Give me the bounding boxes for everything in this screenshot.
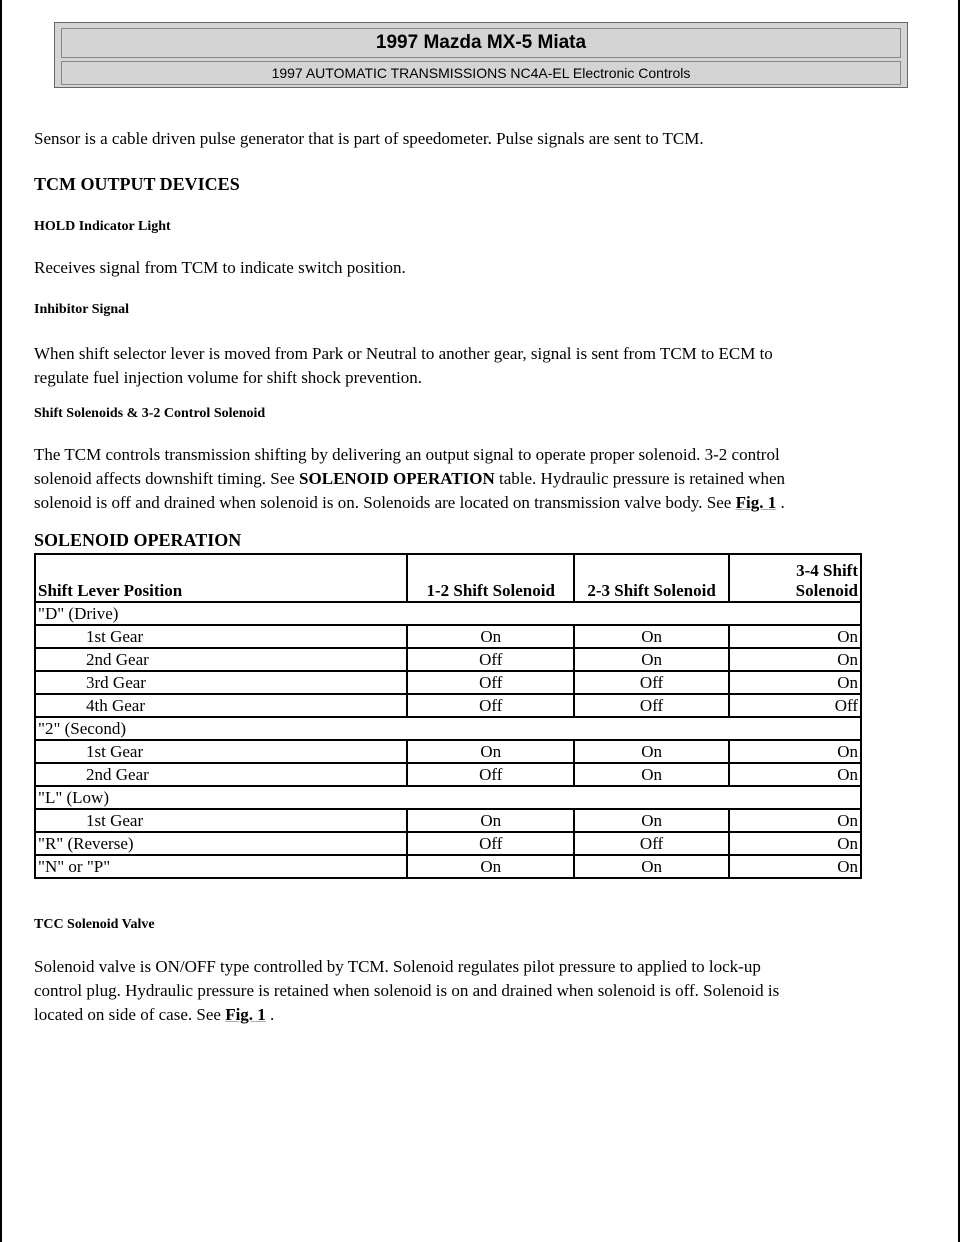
shift-heading: Shift Solenoids & 3-2 Control Solenoid [34, 406, 266, 421]
table-row [35, 694, 861, 717]
s23-cell: On [574, 625, 729, 648]
s34-cell: On [729, 809, 861, 832]
table-row [35, 855, 861, 878]
tcc-text [34, 955, 914, 1027]
table-row [35, 717, 861, 740]
s23-cell: On [574, 740, 729, 763]
tcc-line-3b: . [265, 1005, 275, 1024]
col-header-23: 2-3 Shift Solenoid [574, 554, 729, 602]
col-header-34 [729, 554, 861, 602]
page-border-left [0, 0, 2, 1242]
tcc-line-1: Solenoid valve is ON/OFF type controlled by TCM. Solenoid regulates pilot pressure to applied to lock-up [34, 957, 761, 976]
table-row [35, 671, 861, 694]
group-cell: "2" (Second) [35, 717, 861, 740]
s34-cell: On [729, 671, 861, 694]
fig-1-link[interactable]: Fig. 1 [735, 493, 777, 512]
table-title: SOLENOID OPERATION [34, 530, 242, 550]
group-cell: "D" (Drive) [35, 602, 861, 625]
position-cell: 4th Gear [35, 694, 407, 717]
s34-cell: On [729, 648, 861, 671]
s23-cell: Off [574, 671, 729, 694]
s34-cell: On [729, 855, 861, 878]
position-cell: 2nd Gear [35, 648, 407, 671]
s12-cell: On [407, 809, 574, 832]
tcc-line-2: control plug. Hydraulic pressure is retained when solenoid is on and drained when solenoid is off. Solenoid is [34, 981, 780, 1000]
position-cell: 1st Gear [35, 809, 407, 832]
position-cell: "R" (Reverse) [35, 832, 407, 855]
shift-line-2b: table. Hydraulic pressure is retained when [494, 469, 786, 488]
tcc-heading: TCC Solenoid Valve [34, 917, 155, 932]
fig-1-link[interactable]: Fig. 1 [225, 1005, 266, 1024]
table-row [35, 832, 861, 855]
col-header-12: 1-2 Shift Solenoid [407, 554, 574, 602]
table-row [35, 809, 861, 832]
s23-cell: Off [574, 832, 729, 855]
header-title: 1997 Mazda MX-5 Miata [61, 28, 901, 58]
s12-cell: Off [407, 832, 574, 855]
position-cell: "N" or "P" [35, 855, 407, 878]
table-row [35, 648, 861, 671]
inhibitor-line-2: regulate fuel injection volume for shift shock prevention. [34, 368, 423, 387]
inhibitor-heading: Inhibitor Signal [34, 302, 130, 317]
hold-text: Receives signal from TCM to indicate switch position. [34, 258, 406, 277]
inhibitor-line-1: When shift selector lever is moved from Park or Neutral to another gear, signal is sent from TCM to ECM to [34, 344, 773, 363]
shift-line-3a: solenoid is off and drained when solenoid is on. Solenoids are located on transmission valve body. See [34, 493, 736, 512]
position-cell: 2nd Gear [35, 763, 407, 786]
position-cell: 3rd Gear [35, 671, 407, 694]
s12-cell: Off [407, 694, 574, 717]
position-cell: 1st Gear [35, 740, 407, 763]
shift-line-3b: . [776, 493, 785, 512]
table-row [35, 602, 861, 625]
document-header [54, 22, 908, 88]
s23-cell: On [574, 809, 729, 832]
s34-cell: Off [729, 694, 861, 717]
shift-text [34, 443, 914, 515]
table-row [35, 786, 861, 809]
s12-cell: Off [407, 648, 574, 671]
s12-cell: On [407, 855, 574, 878]
s34-cell: On [729, 740, 861, 763]
s34-cell: On [729, 625, 861, 648]
col-header-34-line2: Solenoid [795, 581, 858, 600]
table-row [35, 625, 861, 648]
s12-cell: On [407, 625, 574, 648]
inhibitor-text [34, 342, 914, 390]
s12-cell: On [407, 740, 574, 763]
section-title: TCM OUTPUT DEVICES [34, 174, 240, 194]
group-cell: "L" (Low) [35, 786, 861, 809]
hold-heading: HOLD Indicator Light [34, 219, 171, 234]
solenoid-operation-ref: SOLENOID OPERATION [299, 469, 495, 488]
solenoid-operation-table [34, 553, 862, 879]
s12-cell: Off [407, 671, 574, 694]
col-header-34-line1: 3-4 Shift [796, 561, 858, 580]
shift-line-1: The TCM controls transmission shifting by delivering an output signal to operate proper solenoid. 3-2 control [34, 445, 780, 464]
s23-cell: Off [574, 694, 729, 717]
table-row [35, 740, 861, 763]
shift-line-2a: solenoid affects downshift timing. See [34, 469, 300, 488]
s12-cell: Off [407, 763, 574, 786]
header-subtitle: 1997 AUTOMATIC TRANSMISSIONS NC4A-EL Electronic Controls [61, 61, 901, 85]
intro-paragraph: Sensor is a cable driven pulse generator that is part of speedometer. Pulse signals are sent to TCM. [34, 129, 704, 148]
table-header-row [35, 554, 861, 602]
s23-cell: On [574, 855, 729, 878]
position-cell: 1st Gear [35, 625, 407, 648]
table-row [35, 763, 861, 786]
s23-cell: On [574, 763, 729, 786]
s34-cell: On [729, 763, 861, 786]
s34-cell: On [729, 832, 861, 855]
col-header-position: Shift Lever Position [35, 554, 407, 602]
tcc-line-3a: located on side of case. See [34, 1005, 226, 1024]
s23-cell: On [574, 648, 729, 671]
